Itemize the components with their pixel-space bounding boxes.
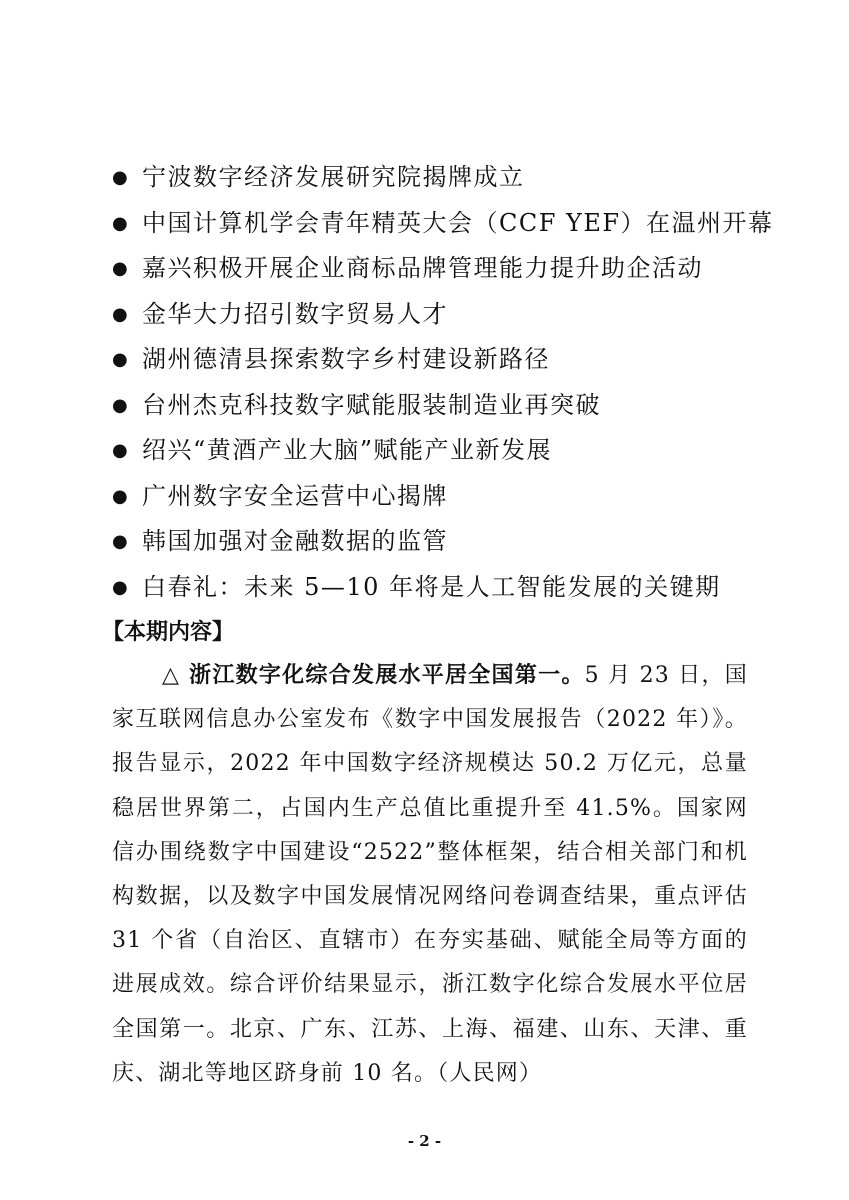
page-number: - 2 - <box>407 1132 442 1150</box>
bullet-icon: ● <box>112 167 130 188</box>
headline-text: 中国计算机学会青年精英大会（CCF YEF）在温州开幕 <box>142 208 774 237</box>
bullet-icon: ● <box>112 531 130 552</box>
headline-item <box>112 246 792 292</box>
headline-item <box>112 565 792 611</box>
headline-text: 绍兴“黄酒产业大脑”赋能产业新发展 <box>142 436 553 464</box>
headline-text: 韩国加强对金融数据的监管 <box>142 527 448 555</box>
headline-text: 嘉兴积极开展企业商标品牌管理能力提升助企活动 <box>142 254 703 282</box>
article-body: 5 月 23 日，国家互联网信息办公室发布《数字中国发展报告（2022 年）》。报告显示，2022 年中国数字经济规模达 50.2 万亿元，总量稳居世界第二，占国内生产总值比重提升至 41.5%。国家网信办围绕数字中国建设“2522”整体框架，结合相关部门和机构数据，以及数字中国发展情况网络问卷调查结果，重点评估 31 个省（自治区、直辖市）在夯实基础、赋能全局等方面的进展成效。综合评价结果显示，浙江数字化综合发展水平位居全国第一。北京、广东、江苏、上海、福建、山东、天津、重庆、湖北等地区跻身前 10 名。（人民网） <box>112 663 748 1086</box>
article-lead: △ 浙江数字化综合发展水平居全国第一。 <box>162 663 585 688</box>
headline-item <box>112 155 792 201</box>
headline-item <box>112 201 792 247</box>
section-title: 【本期内容】 <box>102 620 235 645</box>
bullet-icon: ● <box>112 394 130 416</box>
headline-item <box>112 474 792 520</box>
bullet-icon: ● <box>112 212 130 234</box>
headline-item <box>112 519 792 565</box>
bullet-icon: ● <box>112 349 130 370</box>
headline-text: 湖州德清县探索数字乡村建设新路径 <box>142 345 550 373</box>
headline-text: 白春礼：未来 5—10 年将是人工智能发展的关键期 <box>142 572 721 601</box>
headline-item <box>112 337 792 383</box>
bullet-icon: ● <box>112 576 130 598</box>
headline-text: 广州数字安全运营中心揭牌 <box>142 481 448 510</box>
bullet-icon: ● <box>112 440 130 461</box>
headline-item <box>112 292 792 338</box>
bullet-icon: ● <box>112 485 130 507</box>
bullet-icon: ● <box>112 303 130 325</box>
headline-list <box>112 155 792 610</box>
headline-text: 台州杰克科技数字赋能服装制造业再突破 <box>142 390 601 419</box>
headline-text: 宁波数字经济发展研究院揭牌成立 <box>142 163 525 191</box>
headline-item <box>112 428 792 474</box>
article-paragraph <box>112 654 748 1096</box>
headline-text: 金华大力招引数字贸易人才 <box>142 299 448 328</box>
headline-item <box>112 383 792 429</box>
bullet-icon: ● <box>112 258 130 279</box>
